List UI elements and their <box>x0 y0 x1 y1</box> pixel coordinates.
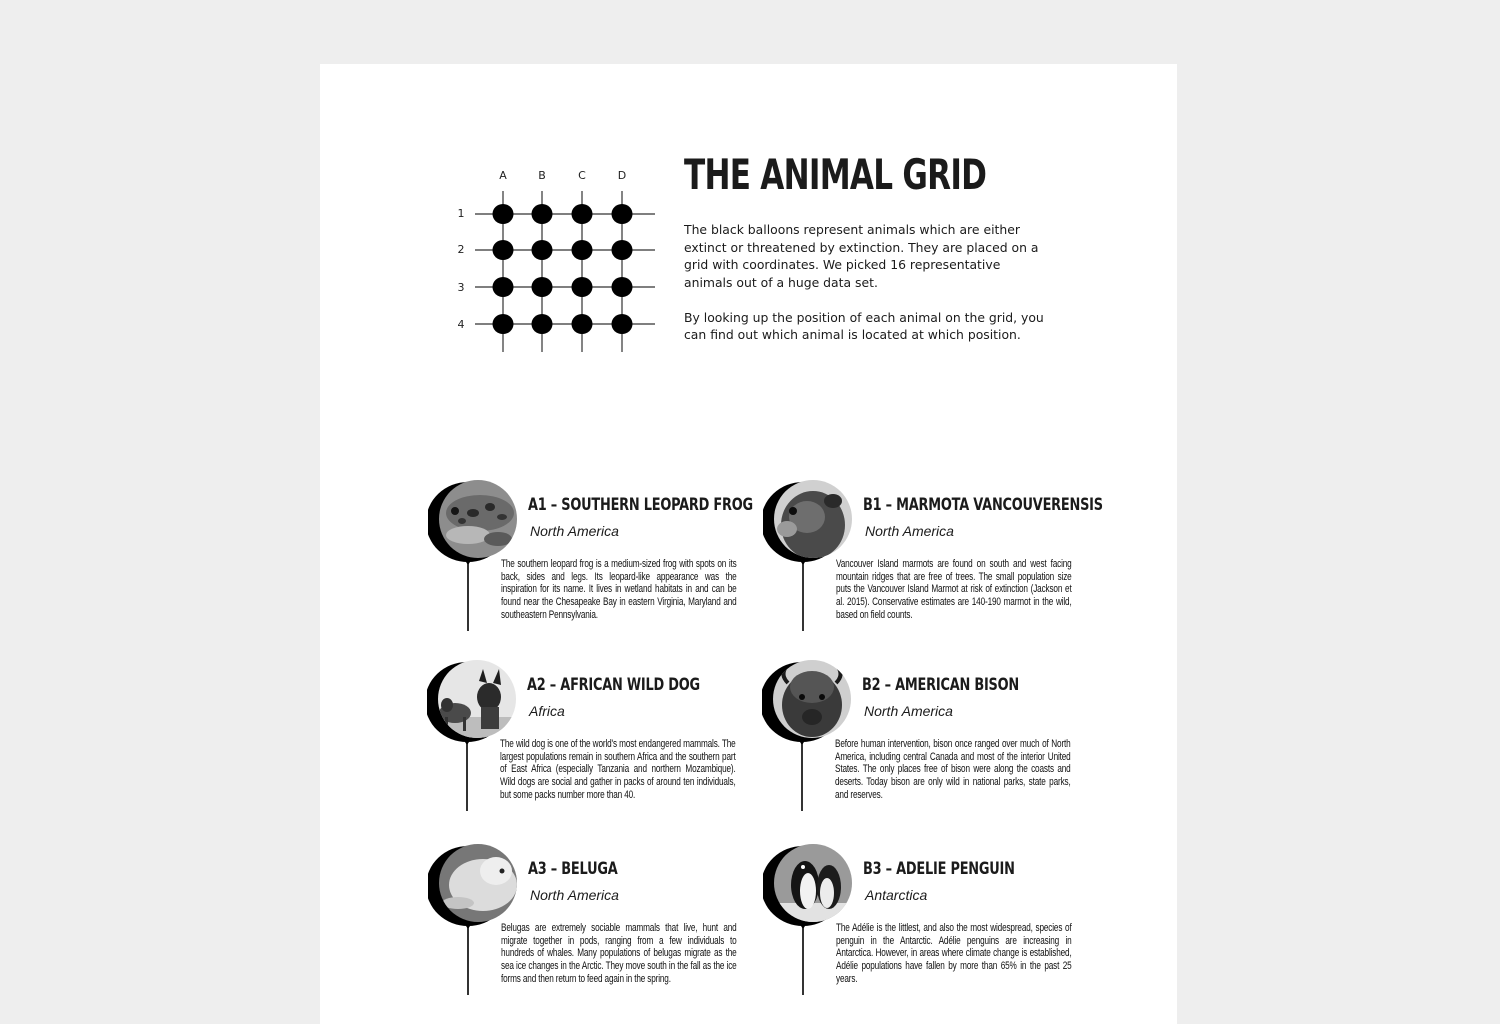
grid-balloon-b1 <box>532 204 553 224</box>
grid-balloon-c1 <box>572 204 593 224</box>
grid-col-label: A <box>499 169 507 182</box>
animal-card-a1 <box>428 477 768 637</box>
grid-row-label: 2 <box>457 243 465 256</box>
grid-balloon-b2 <box>532 240 553 260</box>
intro-text <box>684 221 1044 361</box>
animal-card-a3 <box>428 841 768 1001</box>
grid-balloon-d1 <box>612 204 633 224</box>
animal-description: The wild dog is one of the world's most endangered mammals. The largest populations remain in southern Africa and the southern part of East Africa (especially Tanzania and northern Mozambique). Wild dogs are social and gather in packs of around ten individuals, but some packs number more than 40. <box>500 738 736 801</box>
animal-name: B3 – ADELIE PENGUIN <box>863 859 1015 879</box>
document-page <box>320 64 1177 1024</box>
animal-name: A3 – BELUGA <box>528 859 618 879</box>
grid-balloon-a4 <box>493 314 514 334</box>
grid-balloon-d3 <box>612 277 633 297</box>
intro-paragraph: The black balloons represent animals which are either extinct or threatened by extinction. They are placed on a grid with coordinates. We picked 16 representative animals out of a huge data set. <box>684 222 1039 290</box>
animal-region: North America <box>865 523 954 539</box>
grid-balloon-a2 <box>493 240 514 260</box>
grid-row-label: 1 <box>457 207 465 220</box>
animal-description: Belugas are extremely sociable mammals that live, hunt and migrate together in pods, ranging from a few individuals to hundreds of whales. Many populations of belugas migrate as the sea ice changes in the Arctic. They move south in the fall as the ice forms and then return to feed again in the spring. <box>501 922 737 985</box>
grid-col-label: C <box>578 169 586 182</box>
animal-name: B2 – AMERICAN BISON <box>862 675 1019 695</box>
animal-region: Africa <box>529 703 565 719</box>
animal-name: B1 – MARMOTA VANCOUVERENSIS <box>863 495 1103 515</box>
animal-description: The southern leopard frog is a medium-sized frog with spots on its back, sides and legs. Its leopard-like appearance was the inspiration for its name. It lives in wetland habitats in and can be found near the Chesapeake Bay in eastern Virginia, Maryland and southeastern Pennsylvania. <box>501 558 737 621</box>
grid-col-label: B <box>538 169 546 182</box>
animal-card-b3 <box>763 841 1103 1001</box>
page-title: THE ANIMAL GRID <box>684 150 987 199</box>
animal-description: The Adélie is the littlest, and also the most widespread, species of penguin in the Antarctic. Adélie penguins are increasing in Antarctica. However, in areas where climate change is established, Adélie populations have fallen by more than 65% in the past 25 years. <box>836 922 1072 985</box>
intro-paragraph: By looking up the position of each animal on the grid, you can find out which animal is located at which position. <box>684 309 1044 342</box>
grid-balloon-a1 <box>493 204 514 224</box>
grid-balloon-d2 <box>612 240 633 260</box>
animal-name: A2 – AFRICAN WILD DOG <box>527 675 700 695</box>
animal-region: North America <box>530 887 619 903</box>
grid-balloons <box>493 204 633 334</box>
animal-name: A1 – SOUTHERN LEOPARD FROG <box>528 495 753 515</box>
grid-balloon-a3 <box>493 277 514 297</box>
grid-col-label: D <box>617 169 627 182</box>
grid-balloon-c2 <box>572 240 593 260</box>
grid-balloon-d4 <box>612 314 633 334</box>
animal-region: Antarctica <box>865 887 928 903</box>
animal-region: North America <box>530 523 619 539</box>
grid-row-label: 3 <box>457 281 465 294</box>
grid-balloon-b4 <box>532 314 553 334</box>
animal-description: Before human intervention, bison once ranged over much of North America, including central Canada and most of the interior United States. The only places free of bison were along the coasts and deserts. Today bison are only wild in national parks, state parks, and reserves. <box>835 738 1071 801</box>
animal-grid-diagram <box>320 64 680 364</box>
grid-balloon-c3 <box>572 277 593 297</box>
animal-card-b2 <box>762 657 1102 817</box>
animal-description: Vancouver Island marmots are found on south and west facing mountain ridges that are free of trees. The small population size puts the Vancouver Island Marmot at risk of extinction (Jackson et al. 2015). Conservative estimates are 140-190 marmot in the wild, based on field counts. <box>836 558 1072 621</box>
animal-region: North America <box>864 703 953 719</box>
grid-row-label: 4 <box>457 318 465 331</box>
animal-card-a2 <box>427 657 767 817</box>
grid-balloon-b3 <box>532 277 553 297</box>
grid-balloon-c4 <box>572 314 593 334</box>
animal-card-b1 <box>763 477 1103 637</box>
